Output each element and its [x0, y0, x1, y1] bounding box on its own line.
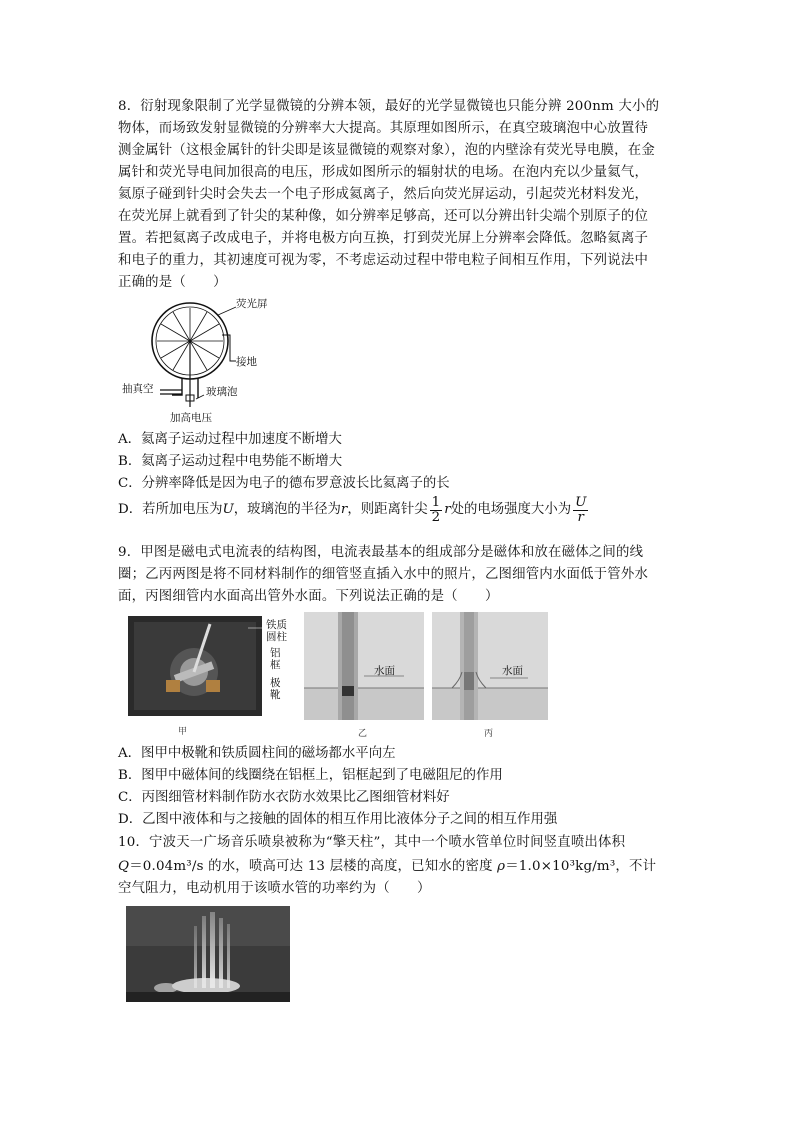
label-shoe: 靴	[270, 689, 281, 701]
q8-option-b: B．氦离子运动过程中电势能不断增大	[118, 454, 343, 469]
q8-line: 在荧光屏上就看到了针尖的某种像，如分辨率足够高，还可以分辨出针尖端个别原子的位	[118, 209, 649, 224]
caption-jia: 甲	[178, 727, 188, 737]
q8-option-d: D．若所加电压为 U ，玻璃泡的半径为 r ，则距离针尖 $\frac{1}{2}$ r 处的电场强度大小为 $\frac{U}{r}$	[118, 494, 587, 525]
label-fluorescent-screen: 荧光屏	[236, 298, 268, 310]
q8-option-a: A．氦离子运动过程中加速度不断增大	[118, 432, 342, 447]
label-water-surface-bing: 水面	[502, 665, 523, 677]
caption-yi: 乙	[358, 729, 368, 739]
q8-line: 氦原子碰到针尖时会失去一个电子形成氦离子，然后向荧光屏运动，引起荧光材料发光，	[118, 187, 649, 202]
q9-line: 9．甲图是磁电式电流表的结构图，电流表最基本的组成部分是磁体和放在磁体之间的线	[118, 545, 644, 560]
label-frame: 框	[270, 659, 281, 671]
q10-photo-fountain	[126, 906, 290, 1002]
q9-photo-yi	[304, 612, 424, 720]
q10-line: Q＝0.04m³/s 的水，喷高可达 13 层楼的高度，已知水的密度 ρ＝1.0×10³kg/m³，不计	[118, 859, 657, 874]
label-iron: 铁质	[266, 619, 287, 631]
label-ground: 接地	[236, 356, 257, 368]
label-glass-bulb: 玻璃泡	[206, 386, 238, 398]
label-pole: 极	[270, 677, 281, 689]
q9-option-a: A．图甲中极靴和铁质圆柱间的磁场都水平向左	[118, 746, 396, 761]
q9-option-d: D．乙图中液体和与之接触的固体的相互作用比液体分子之间的相互作用强	[118, 812, 558, 827]
q8-line: 置。若把氦离子改成电子，并将电极方向互换，打到荧光屏上分辨率会降低。忽略氦离子	[118, 231, 649, 246]
q8-option-c: C．分辨率降低是因为电子的德布罗意波长比氦离子的长	[118, 476, 450, 491]
q9-line: 面，丙图细管内水面高出管外水面。下列说法正确的是（ ）	[118, 589, 499, 604]
q8-stem	[118, 96, 678, 294]
q10-line: 10．宁波天一广场音乐喷泉被称为“擎天柱”，其中一个喷水管单位时间竖直喷出体积	[118, 835, 626, 850]
q8-figure-bulb	[112, 295, 282, 425]
label-cylinder: 圆柱	[266, 631, 287, 643]
q10-stem	[118, 832, 678, 900]
q9-option-c: C．丙图细管材料制作防水衣防水效果比乙图细管材料好	[118, 790, 450, 805]
q8-line: 物体，而场致发射显微镜的分辨率大大提高。其原理如图所示，在真空玻璃泡中心放置待	[118, 121, 649, 136]
q9-line: 圈；乙丙两图是将不同材料制作的细管竖直插入水中的照片，乙图细管内水面低于管外水	[118, 567, 649, 582]
q9-photo-bing	[432, 612, 548, 720]
label-high-voltage: 加高电压	[170, 412, 212, 424]
q8-line: 8．衍射现象限制了光学显微镜的分辨本领，最好的光学显微镜也只能分辨 200nm 大小的	[118, 99, 660, 114]
q8-line: 测金属针（这根金属针的针尖即是该显微镜的观察对象），泡的内壁涂有荧光导电膜，在金	[118, 143, 655, 158]
q9-stem	[118, 542, 678, 608]
fraction-u-over-r: $\frac{U}{r}$	[575, 494, 587, 525]
caption-bing: 丙	[484, 729, 494, 739]
q10-line: 空气阻力，电动机用于该喷水管的功率约为（ ）	[118, 881, 431, 896]
q9-photo-galvanometer	[128, 616, 296, 718]
q8-line: 和电子的重力，其初速度可视为零，不考虑运动过程中带电粒子间相互作用，下列说法中	[118, 253, 649, 268]
label-water-surface-yi: 水面	[374, 665, 395, 677]
q8-line: 属针和荧光导电间加很高的电压，形成如图所示的辐射状的电场。在泡内充以少量氦气，	[118, 165, 649, 180]
label-aluminum: 铝	[270, 647, 281, 659]
q9-option-b: B．图甲中磁体间的线圈绕在铝框上，铝框起到了电磁阻尼的作用	[118, 768, 503, 783]
q8-line: 正确的是（ ）	[118, 275, 227, 290]
label-vacuum: 抽真空	[122, 383, 154, 395]
fraction-one-half: $\frac{1}{2}$	[431, 494, 441, 525]
